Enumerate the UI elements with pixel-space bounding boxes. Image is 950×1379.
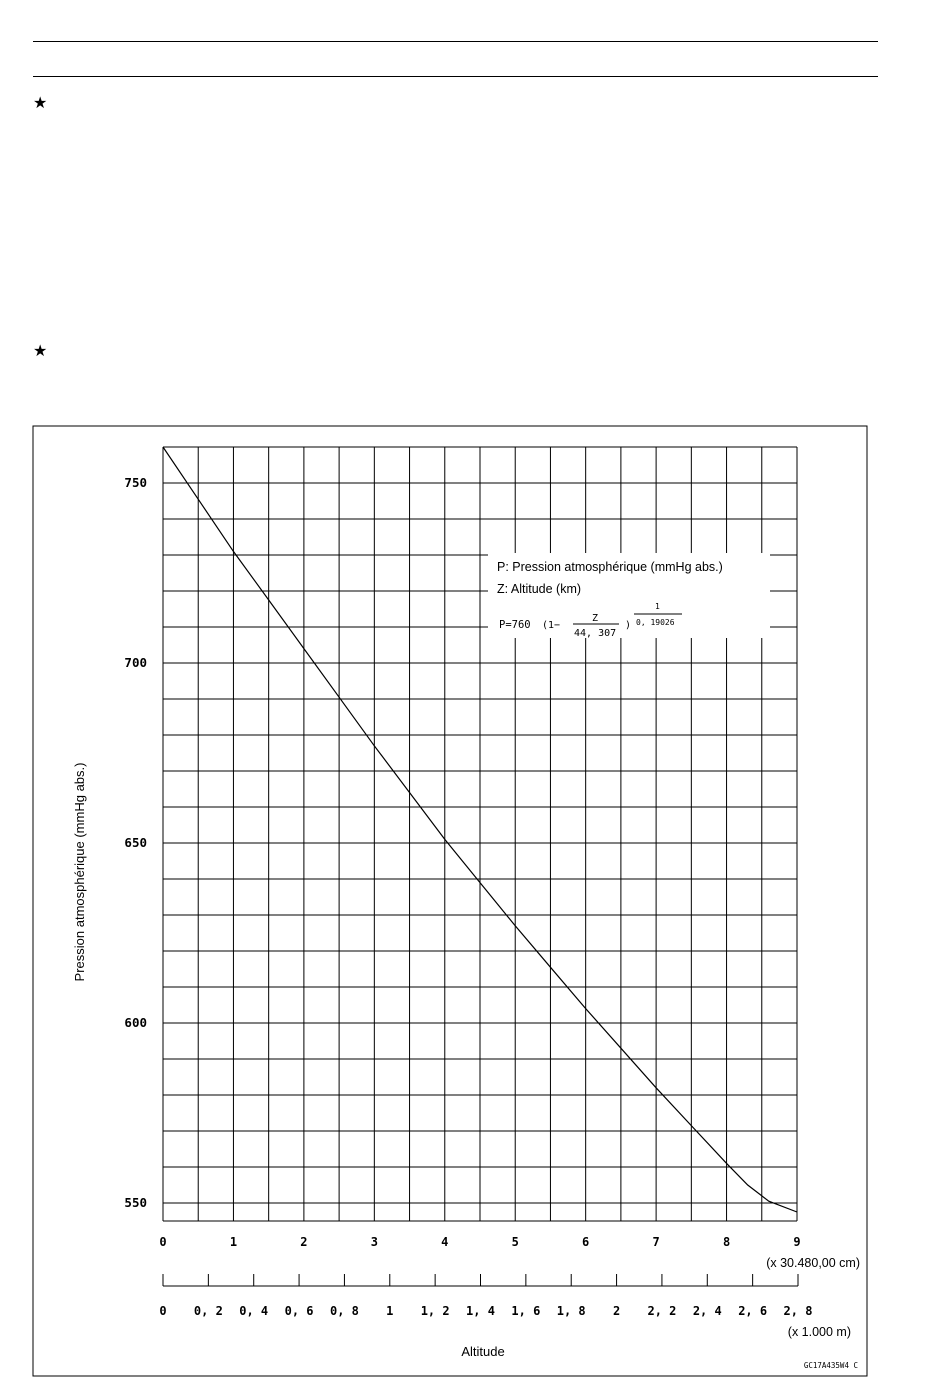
y-axis-title: Pression atmosphérique (mmHg abs.) xyxy=(72,762,87,982)
x-primary-tick-label: 7 xyxy=(652,1235,660,1249)
x-secondary-unit: (x 1.000 m) xyxy=(787,1325,851,1339)
x-secondary-tick-label: 0, 8 xyxy=(329,1304,359,1318)
x-secondary-tick-label: 2, 8 xyxy=(783,1304,813,1318)
x-primary-tick-label: 3 xyxy=(370,1235,378,1249)
formula-paren-close: ) xyxy=(625,620,632,631)
x-secondary-tick-label: 2, 6 xyxy=(738,1304,768,1318)
x-secondary-tick-label: 1 xyxy=(386,1304,394,1318)
x-secondary-tick-label: 2, 4 xyxy=(692,1304,722,1318)
x-secondary-tick-label: 0, 4 xyxy=(239,1304,269,1318)
bullet-star-1: ★ xyxy=(33,93,48,112)
x-primary-tick-label: 4 xyxy=(441,1235,449,1249)
bullet-star-2: ★ xyxy=(33,341,48,360)
x-primary-tick-label: 6 xyxy=(582,1235,590,1249)
x-secondary-tick-label: 1, 6 xyxy=(511,1304,541,1318)
y-tick-label: 600 xyxy=(124,1015,147,1030)
formula-lhs: P=760 xyxy=(499,619,531,631)
formula-exponent-numerator: 1 xyxy=(655,602,660,611)
x-axis-title: Altitude xyxy=(461,1344,505,1359)
formula-paren-open: (1− xyxy=(542,620,561,631)
x-primary-tick-label: 0 xyxy=(159,1235,167,1249)
x-secondary-tick-label: 2, 2 xyxy=(647,1304,677,1318)
x-secondary-tick-label: 0 xyxy=(159,1304,167,1318)
x-secondary-tick-label: 1, 2 xyxy=(420,1304,450,1318)
x-primary-tick-label: 5 xyxy=(511,1235,519,1249)
x-secondary-tick-label: 2 xyxy=(612,1304,621,1318)
y-tick-label: 550 xyxy=(124,1195,147,1210)
x-primary-tick-label: 8 xyxy=(722,1235,731,1249)
figure-code: GC17A435W4 C xyxy=(803,1361,858,1370)
x-primary-tick-label: 9 xyxy=(793,1235,801,1249)
x-secondary-tick-label: 0, 2 xyxy=(193,1304,223,1318)
formula-denominator: 44, 307 xyxy=(574,628,617,639)
formula-numerator: Z xyxy=(592,613,599,624)
x-secondary-tick-label: 1, 8 xyxy=(556,1304,586,1318)
x-primary-unit: (x 30.480,00 cm) xyxy=(766,1256,860,1270)
legend-line-pressure: P: Pression atmosphérique (mmHg abs.) xyxy=(497,560,723,574)
y-tick-label: 750 xyxy=(124,475,147,490)
legend-line-altitude: Z: Altitude (km) xyxy=(497,582,582,596)
x-secondary-tick-label: 0, 6 xyxy=(284,1304,314,1318)
formula-exponent-denominator: 0, 19026 xyxy=(636,618,675,627)
x-primary-tick-label: 1 xyxy=(229,1235,238,1249)
x-secondary-tick-label: 1, 4 xyxy=(466,1304,495,1318)
x-primary-tick-label: 2 xyxy=(300,1235,308,1249)
y-tick-label: 700 xyxy=(124,655,147,670)
y-tick-label: 650 xyxy=(124,835,147,850)
